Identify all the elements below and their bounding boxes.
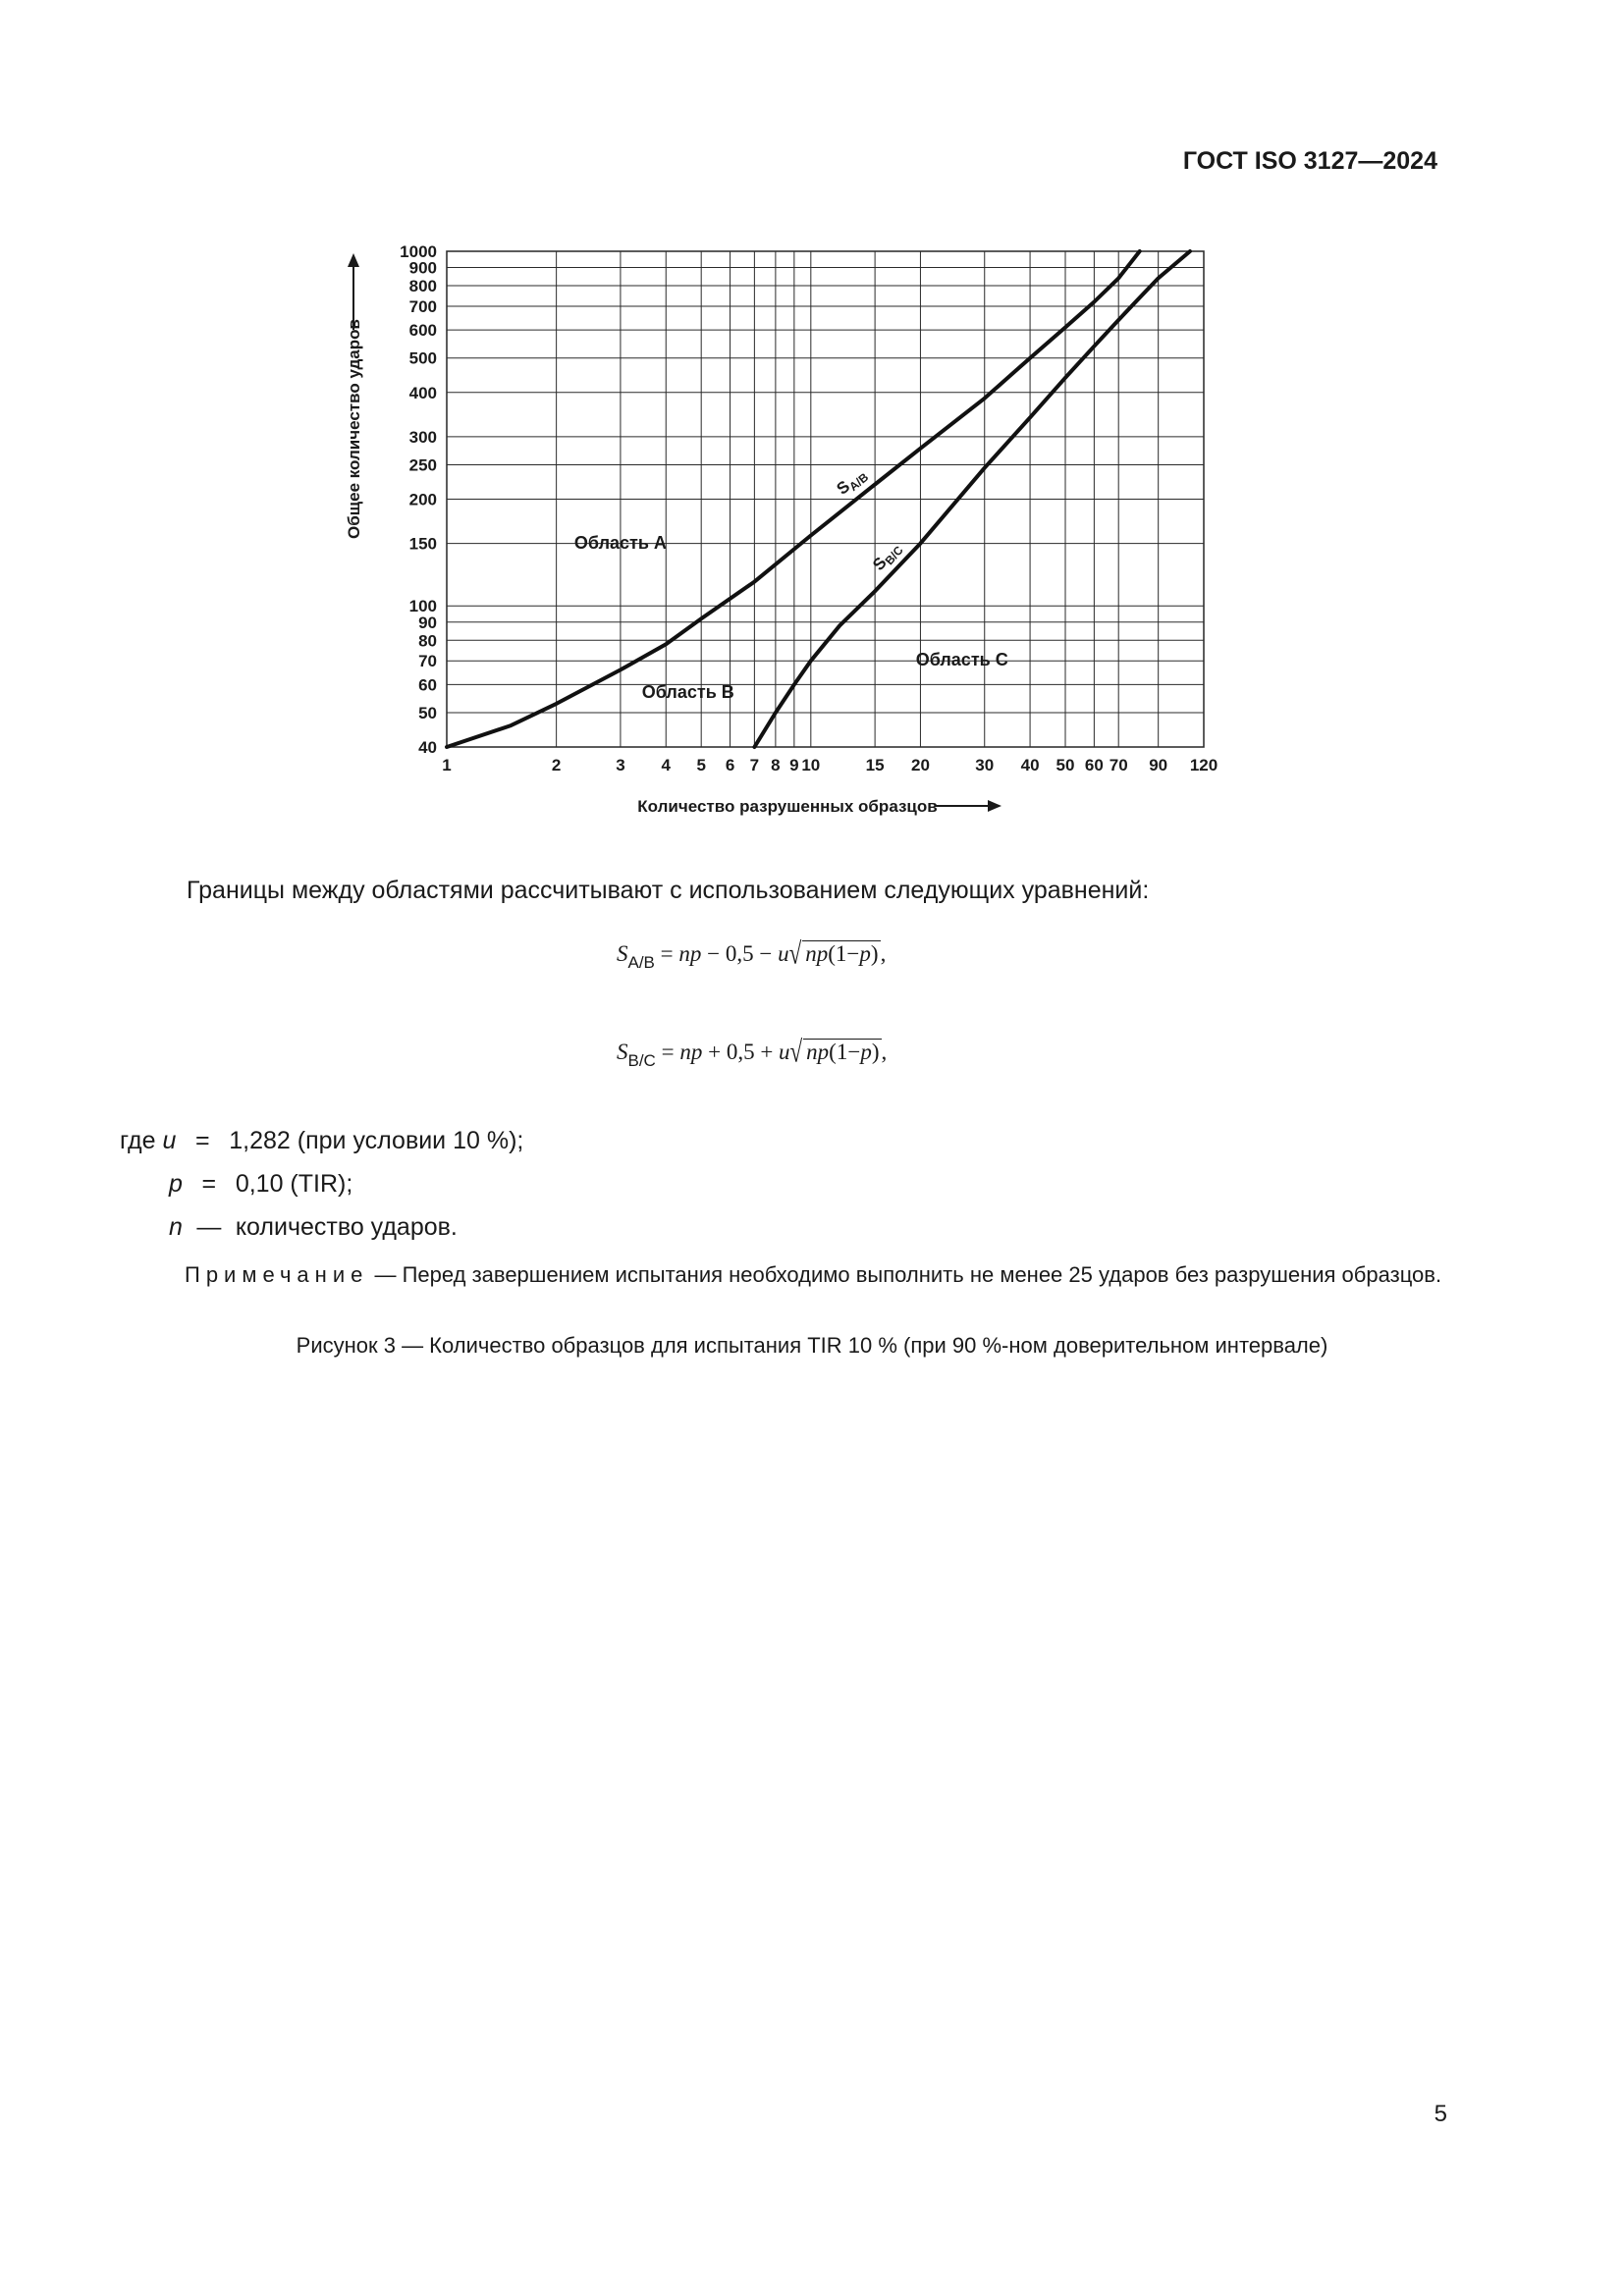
x-tick-label: 30 <box>975 756 995 774</box>
formula-np: np <box>679 1040 703 1064</box>
formula-sign: + <box>760 1040 774 1064</box>
x-tick-label: 5 <box>696 756 706 774</box>
y-tick-label: 700 <box>408 296 437 316</box>
x-tick-label: 4 <box>661 756 671 774</box>
curve-label-sbc: $S_{B/C}$ <box>869 543 906 574</box>
formula-paren-open: ( <box>829 1040 837 1064</box>
formula-paren-open: ( <box>828 941 836 966</box>
formula-p: p <box>860 1040 872 1064</box>
x-tick-label: 20 <box>910 756 930 774</box>
x-axis-arrowhead-icon <box>988 800 1001 812</box>
y-tick-label: 150 <box>408 534 437 554</box>
y-tick-label: 70 <box>418 652 437 671</box>
y-tick-label: 300 <box>408 427 437 447</box>
y-axis-arrowhead-icon <box>348 253 359 267</box>
x-tick-label: 3 <box>616 756 625 774</box>
variable-desc: 0,10 (TIR); <box>235 1170 353 1198</box>
formula-operator: + <box>708 1040 722 1064</box>
formula-one: 1 <box>836 1040 848 1064</box>
y-tick-label: 90 <box>418 613 437 632</box>
x-axis-title: Количество разрушенных образцов <box>637 797 938 816</box>
note-label: Примечание <box>185 1262 369 1287</box>
variable-sep: = <box>201 1170 217 1198</box>
variable-sep: — <box>196 1213 222 1241</box>
formula-constant: 0,5 <box>726 1040 755 1064</box>
y-tick-label: 400 <box>408 383 437 402</box>
y-tick-label: 60 <box>418 675 437 695</box>
formula-subscript: B/C <box>627 1051 656 1070</box>
grid <box>447 251 1204 747</box>
region-label: Область A <box>573 532 667 553</box>
formula-var: S <box>617 1040 628 1064</box>
chart <box>324 236 1286 834</box>
region-label: Область B <box>641 682 734 703</box>
formula-ab <box>617 936 887 973</box>
variable-prefix: где <box>120 1127 156 1154</box>
formula-subscript: A/B <box>627 953 655 972</box>
formula-comma: , <box>881 1040 888 1064</box>
note <box>118 1258 1447 1292</box>
variable-name: n <box>169 1213 183 1241</box>
variable-sep: = <box>195 1127 210 1154</box>
y-tick-label: 500 <box>408 348 437 368</box>
formula-operator: − <box>707 941 721 966</box>
formula-p: p <box>859 941 871 966</box>
formula-radicand <box>802 940 880 967</box>
formula-inner-np: np <box>805 941 829 966</box>
x-tick-label: 40 <box>1020 756 1040 774</box>
curve-label-sab: $S_{A/B}$ <box>833 470 872 499</box>
y-tick-label: 800 <box>408 277 437 296</box>
region-label: Область C <box>915 649 1008 669</box>
variable-name: u <box>162 1127 177 1154</box>
x-tick-label: 2 <box>551 756 562 774</box>
y-tick-label: 250 <box>408 455 437 475</box>
variable-desc: 1,282 (при условии 10 %); <box>229 1127 524 1154</box>
x-tick-label: 90 <box>1149 756 1168 774</box>
y-tick-label: 40 <box>418 738 437 757</box>
formula-constant: 0,5 <box>725 941 754 966</box>
y-tick-label: 80 <box>418 631 437 651</box>
x-tick-label: 50 <box>1056 756 1075 774</box>
formula-var: S <box>617 941 628 966</box>
y-axis-title: Общее количество ударов <box>345 319 363 539</box>
x-tick-label: 10 <box>801 756 821 774</box>
y-tick-label: 100 <box>408 597 437 616</box>
x-tick-label: 15 <box>865 756 885 774</box>
labels <box>345 242 1218 816</box>
y-tick-label: 900 <box>408 258 437 278</box>
x-tick-label: 1 <box>442 756 452 774</box>
variable-name: p <box>169 1170 183 1198</box>
formula-u: u <box>778 941 789 966</box>
formula-minus: − <box>847 1040 861 1064</box>
formula-inner-np: np <box>806 1040 830 1064</box>
sqrt-icon: √ <box>789 1035 803 1069</box>
formula-equals: = <box>660 941 674 966</box>
formula-one: 1 <box>835 941 847 966</box>
y-tick-label: 600 <box>408 321 437 341</box>
y-tick-label: 1000 <box>400 242 437 261</box>
x-tick-label: 7 <box>749 756 760 774</box>
figure-caption: Рисунок 3 — Количество образцов для испытания TIR 10 % (при 90 %-ном доверительном интервале) <box>296 1333 1328 1358</box>
formula-equals: = <box>661 1040 675 1064</box>
variable-desc: количество ударов. <box>235 1213 458 1241</box>
x-tick-label: 60 <box>1084 756 1104 774</box>
formula-bc <box>617 1035 888 1071</box>
x-tick-label: 8 <box>771 756 781 774</box>
intro-text: Границы между областями рассчитывают с использованием следующих уравнений: <box>187 877 1150 904</box>
x-tick-label: 6 <box>725 756 735 774</box>
y-tick-label: 50 <box>418 703 437 722</box>
formula-paren-close: ) <box>871 1040 880 1064</box>
page-number: 5 <box>1434 2101 1447 2127</box>
note-dash: — <box>368 1262 403 1287</box>
x-tick-label: 9 <box>789 756 799 774</box>
formula-paren-close: ) <box>870 941 879 966</box>
variable-row-n <box>169 1213 458 1242</box>
formula-u: u <box>779 1040 790 1064</box>
variable-row-u <box>120 1127 523 1155</box>
sqrt-icon: √ <box>788 936 802 971</box>
x-tick-label: 70 <box>1109 756 1128 774</box>
variable-row-p <box>169 1170 352 1199</box>
document-header: ГОСТ ISO 3127—2024 <box>1182 147 1437 175</box>
y-tick-label: 200 <box>408 490 437 509</box>
formula-np: np <box>678 941 702 966</box>
note-text: Перед завершением испытания необходимо выполнить не менее 25 ударов без разрушения образцов. <box>402 1262 1442 1287</box>
formula-sign: − <box>759 941 773 966</box>
formula-radicand <box>803 1039 881 1065</box>
formula-minus: − <box>846 941 860 966</box>
x-tick-label: 120 <box>1189 756 1218 774</box>
formula-comma: , <box>880 941 887 966</box>
